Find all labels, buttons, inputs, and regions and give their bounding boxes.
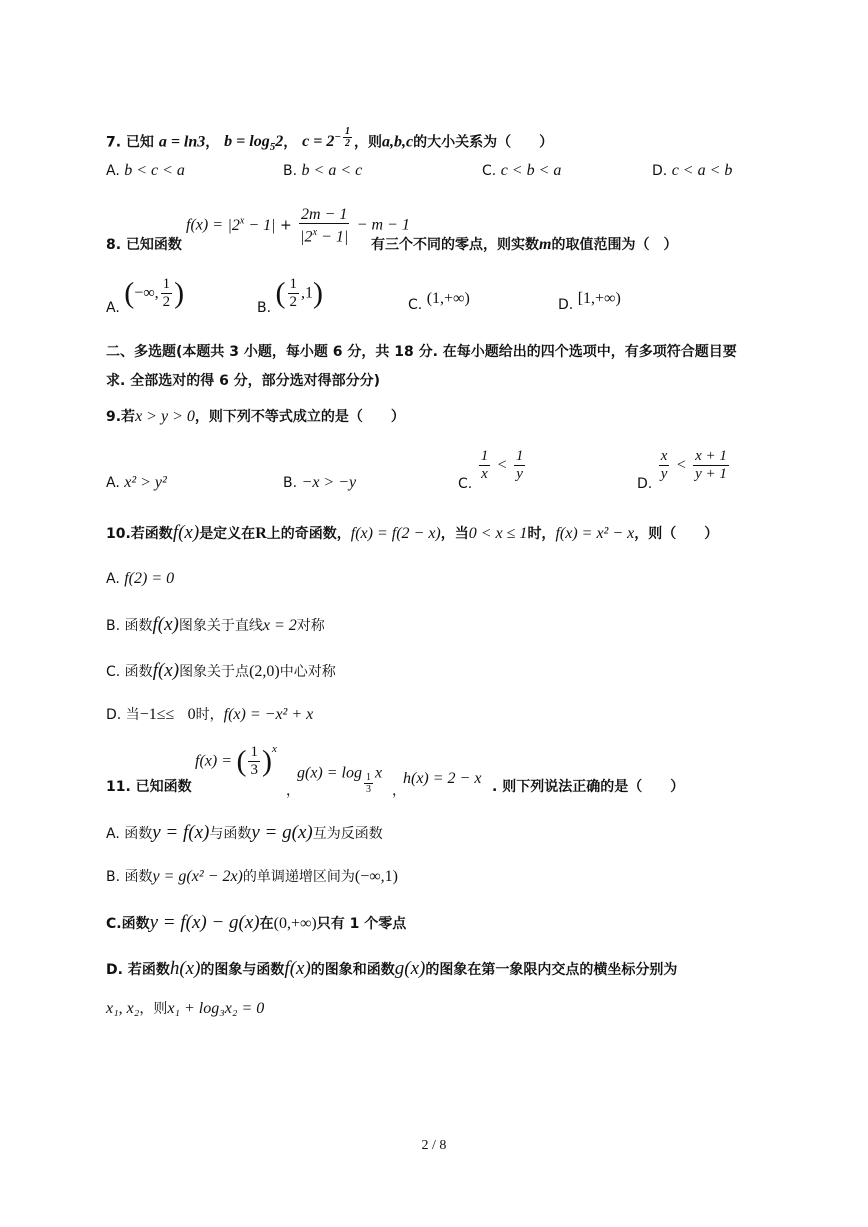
q10-option-c: C. 函数f(x)图象关于点(2,0)中心对称 xyxy=(106,660,336,681)
q11-option-b: B. 函数y = g(x² − 2x)的单调递增区间为(−∞,1) xyxy=(106,868,398,885)
q9-option-c: C. $\frac{1}{x}$ < $\frac{1}{y}$ xyxy=(458,448,524,492)
q7-option-d: D. c < a < b xyxy=(652,162,733,179)
q8-option-b: B. ( $\frac{1}{2}$ ,1) xyxy=(257,276,324,316)
q8-stem-prefix: 8. 已知函数 xyxy=(106,237,182,253)
q11-f-def: f(x) = ( $\frac{1}{3}$ )$^x$ xyxy=(195,742,277,778)
q8-option-d: D. [1,+∞) xyxy=(558,290,621,313)
page-number: 2 / 8 xyxy=(421,1138,447,1153)
q8-option-c: C. (1,+∞) xyxy=(408,290,470,313)
q10-option-b: B. 函数f(x)图象关于直线x = 2对称 xyxy=(106,614,325,635)
q7-b-def: $b = \log_52$ xyxy=(224,133,284,154)
q8-option-a: A. (−∞, $\frac{1}{2}$ ) xyxy=(106,276,185,316)
q10-stem: 10.若函数f(x)是定义在R上的奇函数，f(x) = f(2 − x)，当0 < x ≤ 1时，f(x) = x² − x，则（ ） xyxy=(106,522,719,543)
section2-heading-line1: 二、多选题(本题共 3 小题，每小题 6 分，共 18 分. 在每小题给出的四个选项中，有多项符合题目要 xyxy=(106,344,737,360)
q7-option-c: C. c < b < a xyxy=(482,162,562,179)
q7-a-def: a = ln3 xyxy=(158,133,206,151)
q11-option-d-cont: x₁, x₂，则x₁ + log₃x₂ = 0 xyxy=(106,1000,265,1017)
q11-option-c: C.函数y = f(x) − g(x)在(0,+∞)只有 1 个零点 xyxy=(106,912,407,933)
q11-option-a: A. 函数y = f(x)与函数y = g(x)互为反函数 xyxy=(106,822,383,843)
q11-stem-suffix: . 则下列说法正确的是（ ） xyxy=(492,779,685,795)
q9-option-d: D. $\frac{x}{y}$ < $\frac{x + 1}{y + 1}$ xyxy=(637,448,727,492)
q7-c-def: $c = 2^{- \frac{1}{2}}$ xyxy=(302,126,350,151)
q7-number: 7. xyxy=(106,134,122,151)
q11-stem-prefix: 11. 已知函数 xyxy=(106,779,192,795)
q9-option-a: A. x² > y² xyxy=(106,474,167,491)
q11-comma-2: ， xyxy=(392,783,406,799)
q10-option-a: A. f(2) = 0 xyxy=(106,570,175,587)
q9-stem: 9.若x > y > 0，则下列不等式成立的是（ ） xyxy=(106,408,405,425)
q8-function: $f(x) = |2^x - 1|$ + $\frac{2m - 1}{|2^x - 1|}$ − m − 1 xyxy=(186,206,410,246)
q11-h-def: h(x) = 2 − x xyxy=(403,770,482,787)
q9-option-b: B. −x > −y xyxy=(283,474,357,491)
q8-stem-suffix: 有三个不同的零点，则实数m的取值范围为（ ） xyxy=(371,236,678,253)
q7-stem: 7. 已知 a = ln3， $b = \log_52$， $c = 2^{- \frac{1}{2}}$ ，则a,b,c的大小关系为（ ） xyxy=(106,126,554,154)
q11-g-def: g(x) = log $\frac{1}{3}$ x xyxy=(297,764,383,795)
q11-comma-1: ， xyxy=(286,783,300,799)
q10-option-d: D. 当−1≤≤ 0时，f(x) = −x² + x xyxy=(106,706,314,723)
q11-option-d: D. 若函数h(x)的图象与函数f(x)的图象和函数g(x)的图象在第一象限内交点的横坐标分别为 xyxy=(106,958,678,979)
section2-heading-line2: 求. 全部选对的得 6 分，部分选对得部分分) xyxy=(106,373,381,389)
q7-option-a: A. b < c < a xyxy=(106,162,185,179)
q7-option-b: B. b < a < c xyxy=(283,162,363,179)
